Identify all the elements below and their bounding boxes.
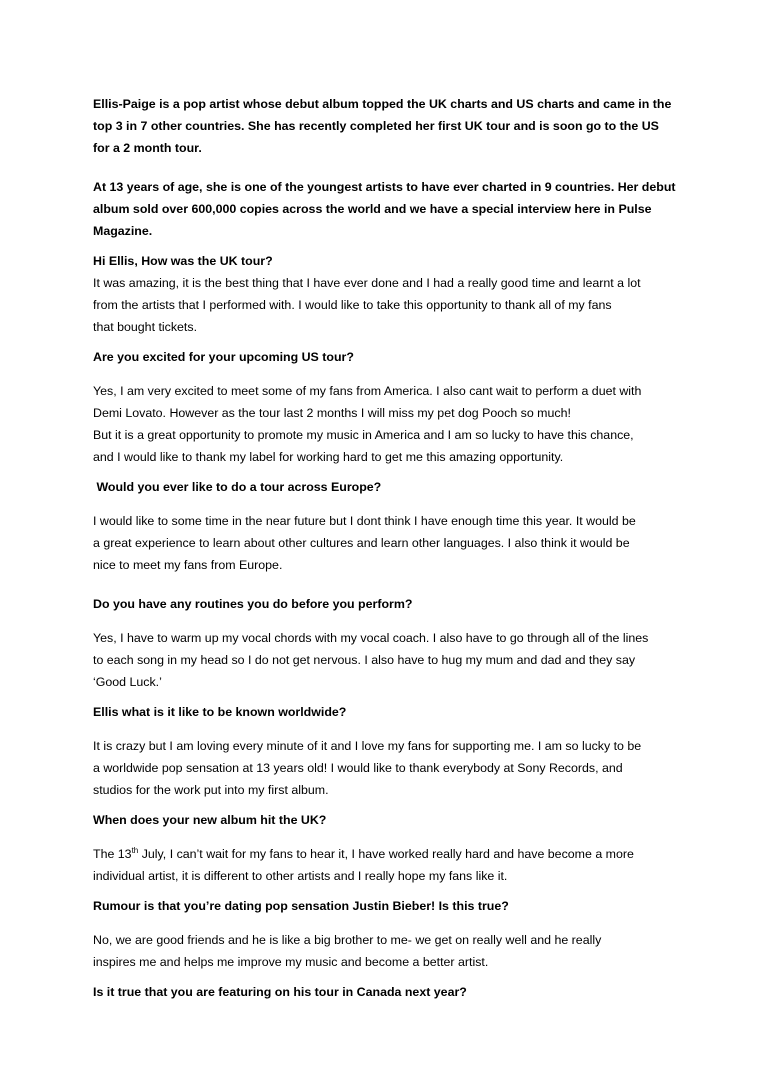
text-line: for a 2 month tour.	[93, 141, 202, 155]
interview-question: Hi Ellis, How was the UK tour?	[93, 254, 273, 268]
answer-line: individual artist, it is different to other artists and I really hope my fans like it.	[93, 869, 508, 883]
text-line: top 3 in 7 other countries. She has recently completed her first UK tour and is soon go to the US	[93, 119, 659, 133]
text-line: Ellis-Paige is a pop artist whose debut album topped the UK charts and US charts and came in the	[93, 97, 672, 111]
answer-line	[93, 843, 683, 865]
answer-text: July, I can’t wait for my fans to hear it, I have worked really hard and have become a more	[138, 847, 634, 861]
answer-line: studios for the work put into my first album.	[93, 783, 329, 797]
interview-question: Are you excited for your upcoming US tour?	[93, 350, 354, 364]
answer-line: It was amazing, it is the best thing that I have ever done and I had a really good time and learnt a lot	[93, 276, 641, 290]
answer-line: nice to meet my fans from Europe.	[93, 558, 283, 572]
article-body	[93, 93, 683, 1003]
interview-question: Do you have any routines you do before you perform?	[93, 597, 413, 611]
answer-line: I would like to some time in the near future but I dont think I have enough time this year. It would be	[93, 514, 636, 528]
answer-line: Yes, I have to warm up my vocal chords with my vocal coach. I also have to go through all of the lines	[93, 631, 649, 645]
answer-line: Yes, I am very excited to meet some of my fans from America. I also cant wait to perform a duet with	[93, 384, 642, 398]
interview-question: Would you ever like to do a tour across Europe?	[93, 480, 382, 494]
answer-line: that bought tickets.	[93, 320, 198, 334]
answer-text: The 13	[93, 847, 132, 861]
answer-line: inspires me and helps me improve my music and become a better artist.	[93, 955, 489, 969]
text-line: album sold over 600,000 copies across the world and we have a special interview here in Pulse	[93, 202, 652, 216]
intro-paragraph	[93, 93, 683, 159]
answer-line: from the artists that I performed with. I would like to take this opportunity to thank all of my fans	[93, 298, 612, 312]
interview-question: Ellis what is it like to be known worldwide?	[93, 705, 347, 719]
intro-paragraph-2	[93, 176, 683, 242]
text-line: At 13 years of age, she is one of the youngest artists to have ever charted in 9 countries. Her debut	[93, 180, 676, 194]
answer-line: a worldwide pop sensation at 13 years old! I would like to thank everybody at Sony Records, and	[93, 761, 623, 775]
answer-line: and I would like to thank my label for working hard to get me this amazing opportunity.	[93, 450, 564, 464]
answer-line: It is crazy but I am loving every minute of it and I love my fans for supporting me. I am so lucky to be	[93, 739, 642, 753]
ordinal-suffix: th	[131, 845, 139, 855]
answer-line: But it is a great opportunity to promote my music in America and I am so lucky to have this chance,	[93, 428, 634, 442]
answer-line: a great experience to learn about other cultures and learn other languages. I also think it would be	[93, 536, 630, 550]
interview-question: Rumour is that you’re dating pop sensation Justin Bieber! Is this true?	[93, 899, 509, 913]
answer-line: Demi Lovato. However as the tour last 2 months I will miss my pet dog Pooch so much!	[93, 406, 571, 420]
interview-question: Is it true that you are featuring on his tour in Canada next year?	[93, 985, 467, 999]
text-line: Magazine.	[93, 224, 153, 238]
interview-question: When does your new album hit the UK?	[93, 813, 327, 827]
answer-line: to each song in my head so I do not get nervous. I also have to hug my mum and dad and they say	[93, 653, 636, 667]
answer-line: ‘Good Luck.’	[93, 675, 162, 689]
answer-line: No, we are good friends and he is like a big brother to me- we get on really well and he really	[93, 933, 602, 947]
